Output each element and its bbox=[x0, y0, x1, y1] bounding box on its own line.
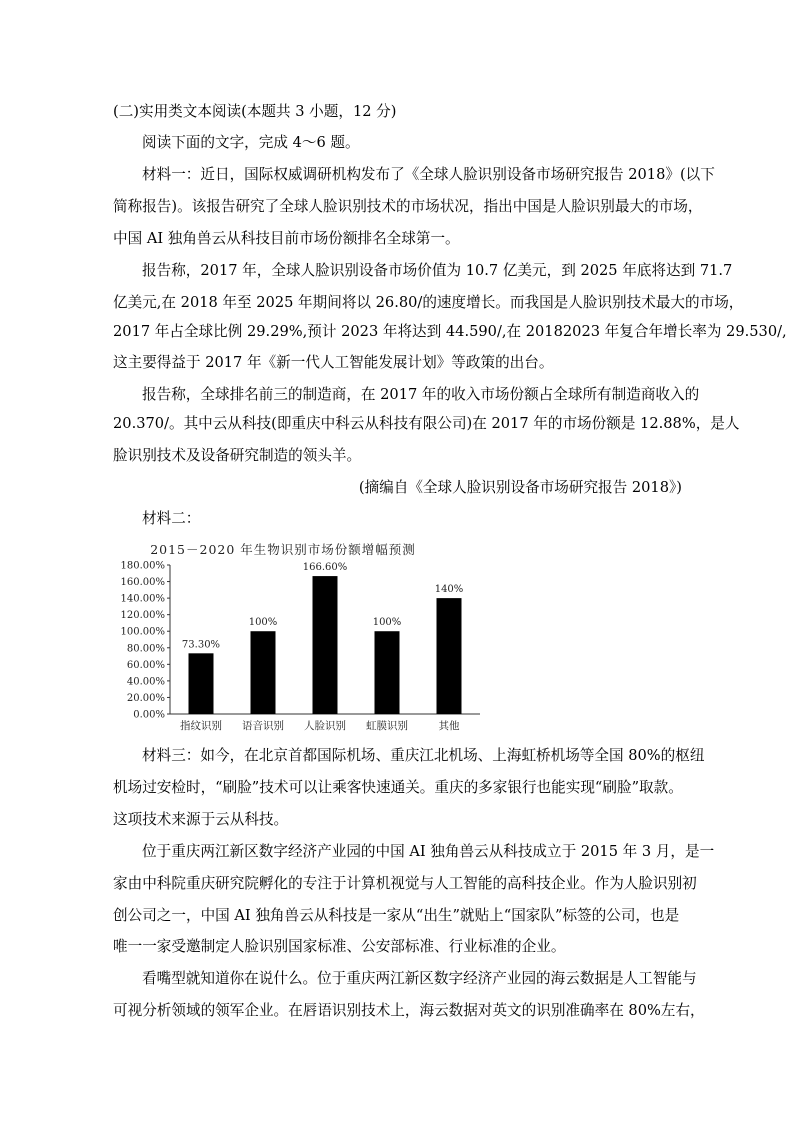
bar-chart bbox=[110, 538, 490, 733]
bar bbox=[375, 631, 400, 714]
y-tick-label: 60.00% bbox=[126, 659, 165, 671]
material1-p1-line2: 简称报告)。该报告研究了全球人脸识别技术的市场状况，指出中国是人脸识别最大的市场， bbox=[113, 198, 703, 215]
material3-p1-line3: 这项技术来源于云从科技。 bbox=[113, 811, 289, 828]
x-tick-label: 指纹识别 bbox=[180, 720, 222, 732]
y-tick-label: 40.00% bbox=[126, 676, 165, 688]
material1-p1-line3: 中国 AI 独角兽云从科技目前市场份额排名全球第一。 bbox=[113, 230, 460, 247]
material3-p1-line1: 材料三：如今，在北京首都国际机场、重庆江北机场、上海虹桥机场等全国 80%的枢纽 bbox=[142, 747, 705, 764]
instruction: 阅读下面的文字，完成 4～6 题。 bbox=[142, 134, 360, 151]
data-label: 140% bbox=[434, 584, 464, 596]
y-tick-label: 0.00% bbox=[133, 709, 165, 721]
material3-p1-line2: 机场过安检时，“刷脸”技术可以让乘客快速通关。重庆的多家银行也能实现“刷脸”取款。 bbox=[113, 779, 683, 796]
data-label: 73.30% bbox=[181, 639, 221, 651]
material1-p3-line1: 报告称，全球排名前三的制造商，在 2017 年的收入市场份额占全球所有制造商收入的 bbox=[142, 386, 700, 403]
chart-title: 2015－2020 年生物识别市场份额增幅预测 bbox=[150, 542, 416, 557]
y-tick-label: 120.00% bbox=[120, 610, 165, 622]
material1-source: (摘编自《全球人脸识别设备市场研究报告 2018》) bbox=[358, 479, 682, 496]
material1-p2-line4: 这主要得益于 2017 年《新一代人工智能发展计划》等政策的出台。 bbox=[113, 354, 554, 371]
material3-p2-line1: 位于重庆两江新区数字经济产业园的中国 AI 独角兽云从科技成立于 2015 年 3 月，是一 bbox=[142, 843, 715, 860]
y-tick-label: 180.00% bbox=[120, 560, 165, 572]
y-tick-label: 140.00% bbox=[120, 593, 165, 605]
material3-p2-line2: 家由中科院重庆研究院孵化的专注于计算机视觉与人工智能的高科技企业。作为人脸识别初 bbox=[113, 875, 697, 892]
material1-p2-line1: 报告称，2017 年，全球人脸识别设备市场价值为 10.7 亿美元，到 2025 年底将达到 71.7 bbox=[142, 262, 733, 279]
x-tick-label: 人脸识别 bbox=[304, 720, 346, 732]
material1-p1-line1: 材料一：近日，国际权威调研机构发布了《全球人脸识别设备市场研究报告 2018》(以下 bbox=[142, 166, 715, 183]
x-tick-label: 其他 bbox=[438, 720, 460, 732]
material3-p3-line1: 看嘴型就知道你在说什么。位于重庆两江新区数字经济产业园的海云数据是人工智能与 bbox=[142, 970, 697, 987]
material3-p2-line4: 唯一一家受邀制定人脸识别国家标准、公安部标准、行业标准的企业。 bbox=[113, 938, 566, 955]
x-tick-label: 语音识别 bbox=[242, 720, 284, 732]
material1-p2-line2: 亿美元,在 2018 年至 2025 年期间将以 26.80/的速度增长。而我国是人脸识别技术最大的市场， bbox=[113, 294, 744, 311]
bar bbox=[313, 576, 338, 714]
material2-label: 材料二： bbox=[142, 510, 201, 527]
material3-p2-line3: 创公司之一，中国 AI 独角兽云从科技是一家从“出生”就贴上“国家队”标签的公司，也是 bbox=[113, 907, 680, 924]
y-tick-label: 100.00% bbox=[120, 626, 165, 638]
bar bbox=[437, 598, 462, 714]
bar bbox=[189, 653, 214, 714]
y-tick-label: 160.00% bbox=[120, 577, 165, 589]
material1-p3-line2: 20.370/。其中云从科技(即重庆中科云从科技有限公司)在 2017 年的市场份额是 12.88%，是人 bbox=[113, 415, 740, 432]
material3-p3-line2: 可视分析领域的领军企业。在唇语识别技术上，海云数据对英文的识别准确率在 80%左右， bbox=[113, 1002, 705, 1019]
data-label: 100% bbox=[248, 617, 278, 629]
y-tick-label: 20.00% bbox=[126, 692, 165, 704]
bar bbox=[251, 631, 276, 714]
data-label: 166.60% bbox=[302, 562, 348, 574]
y-tick-label: 80.00% bbox=[126, 643, 165, 655]
data-label: 100% bbox=[372, 617, 402, 629]
material1-p3-line3: 脸识别技术及设备研究制造的领头羊。 bbox=[113, 447, 362, 464]
section-heading: (二)实用类文本阅读(本题共 3 小题，12 分) bbox=[113, 103, 397, 120]
material1-p2-line3: 2017 年占全球比例 29.29%,预计 2023 年将达到 44.590/,在 20182023 年复合年增长率为 29.530/, bbox=[113, 323, 787, 340]
x-tick-label: 虹膜识别 bbox=[366, 720, 408, 732]
